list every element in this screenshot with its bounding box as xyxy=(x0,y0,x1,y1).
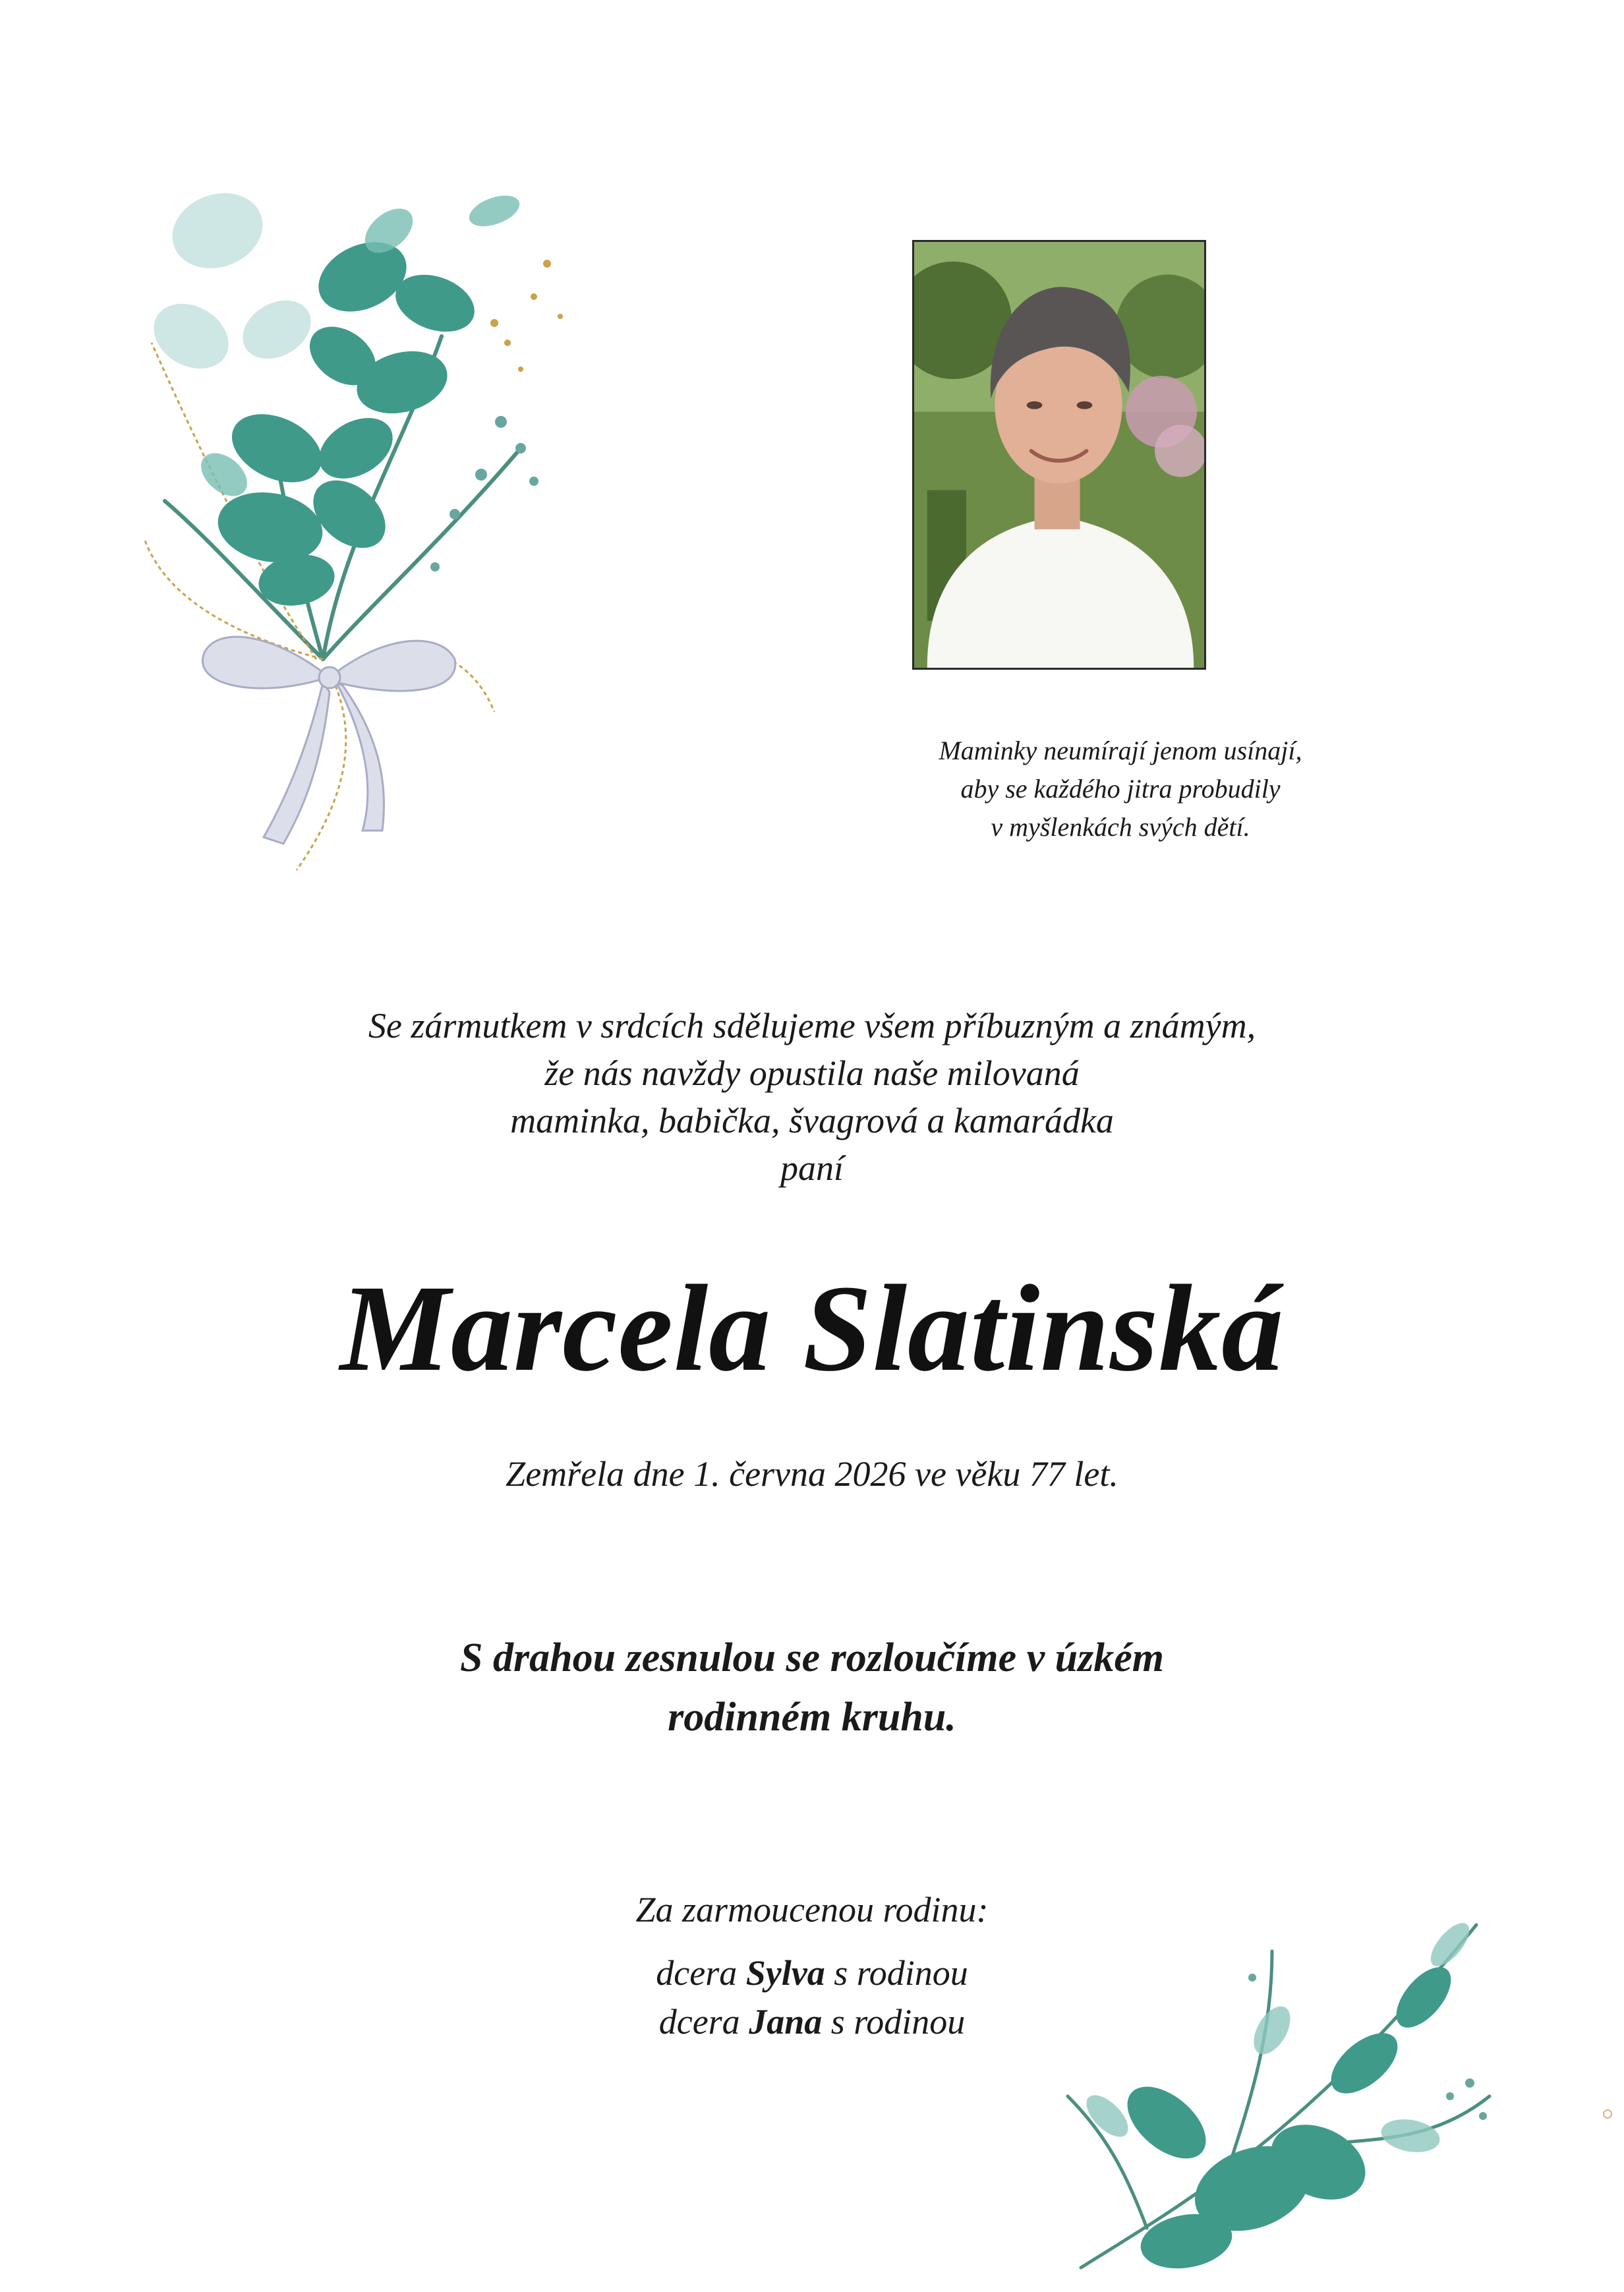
quote-line: v myšlenkách svých dětí. xyxy=(991,812,1250,842)
deceased-name: Marcela Slatinská xyxy=(339,1259,1285,1397)
quote xyxy=(765,732,1476,846)
eucalyptus-sprig-icon xyxy=(1055,1898,1503,2289)
death-date-line: Zemřela dne 1. června 2026 ve věku 77 let. xyxy=(506,1454,1118,1494)
member-name: Sylva xyxy=(745,1953,825,1993)
announcement-line: paní xyxy=(780,1148,844,1188)
portrait-photo xyxy=(912,240,1206,670)
member-name: Jana xyxy=(749,2002,823,2042)
quote-line: Maminky neumírají jenom usínají, xyxy=(939,736,1302,765)
announcement-line: maminka, babička, švagrová a kamarádka xyxy=(510,1101,1114,1140)
member-suffix: s rodinou xyxy=(830,2002,966,2042)
announcement-line: Se zármutkem v srdcích sdělujeme všem příbuzným a známým, xyxy=(368,1006,1256,1045)
announcement-line: že nás navždy opustila naše milovaná xyxy=(544,1053,1080,1093)
quote-line: aby se každého jitra probudily xyxy=(960,774,1281,804)
relation-label: dcera xyxy=(658,2002,740,2042)
family-heading: Za zarmoucenou rodinu: xyxy=(635,1890,989,1929)
relation-label: dcera xyxy=(656,1953,738,1993)
farewell-line: S drahou zesnulou se rozloučíme v úzkém xyxy=(460,1635,1164,1680)
farewell-notice xyxy=(153,1628,1471,1747)
announcement xyxy=(153,1002,1471,1192)
eucalyptus-bouquet-icon xyxy=(125,171,600,883)
member-suffix: s rodinou xyxy=(834,1953,968,1993)
farewell-line: rodinném kruhu. xyxy=(668,1695,956,1740)
speck xyxy=(1603,2109,1612,2119)
